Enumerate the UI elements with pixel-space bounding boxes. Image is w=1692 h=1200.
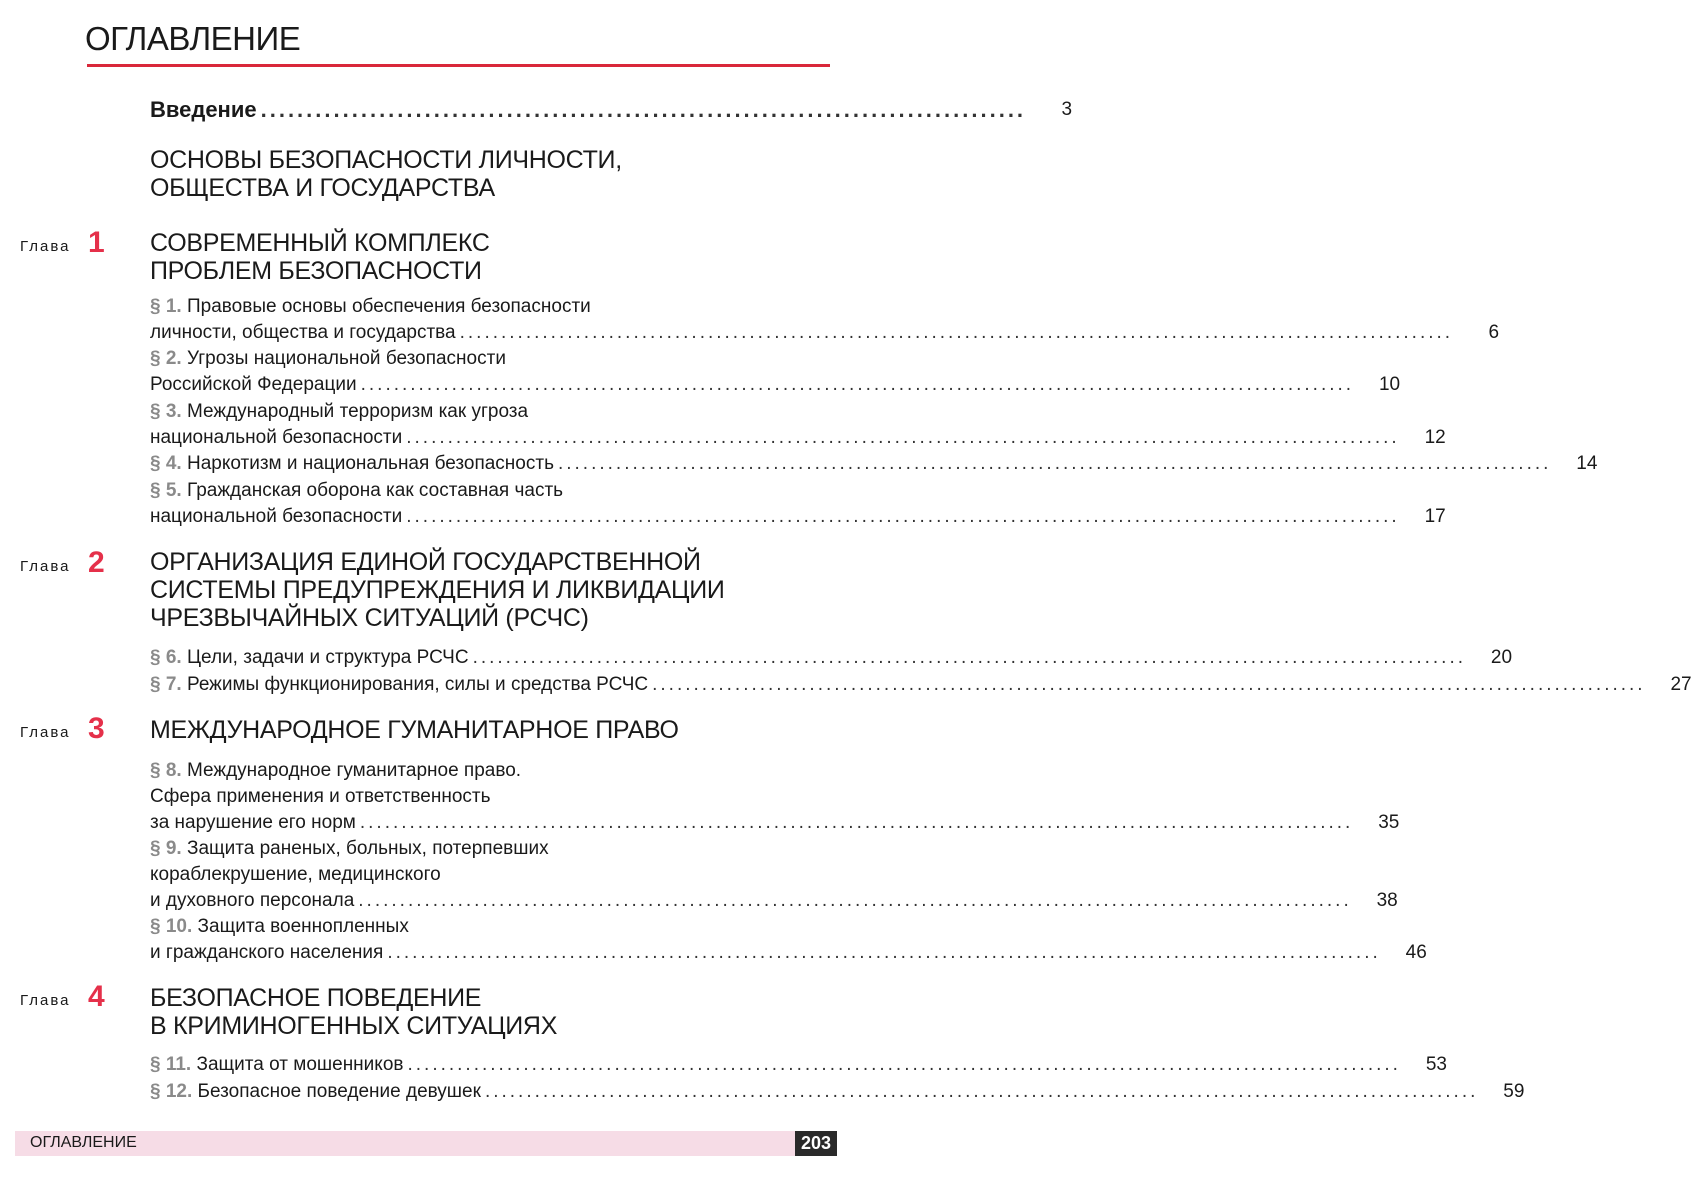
entry-text-line: Защита раненых, больных, потерпевших xyxy=(186,838,549,859)
chapter-label: Глава xyxy=(20,992,71,1009)
entry-line xyxy=(150,346,832,372)
entry-label: Введение xyxy=(150,97,257,122)
entry-text xyxy=(150,348,506,369)
chapter-title-line: В КРИМИНОГЕННЫХ СИТУАЦИЯХ xyxy=(150,1012,558,1040)
chapter-title-line: МЕЖДУНАРОДНОЕ ГУМАНИТАРНОЕ ПРАВО xyxy=(150,716,679,744)
toc-entry-section[interactable] xyxy=(150,451,1598,477)
entry-text-line: Режимы функционирования, силы и средства РСЧС xyxy=(186,674,649,695)
entry-line xyxy=(150,425,1446,451)
page-title: ОГЛАВЛЕНИЕ xyxy=(85,20,301,57)
entry-line xyxy=(150,888,1398,914)
entry-text xyxy=(150,864,441,885)
entry-page: 10 xyxy=(1378,374,1401,395)
entry-text xyxy=(150,425,402,451)
entry-page: 20 xyxy=(1490,647,1513,668)
toc-entry-section[interactable] xyxy=(150,399,1446,451)
toc-entry-section[interactable] xyxy=(150,294,1500,346)
part-title xyxy=(150,146,622,202)
entry-text xyxy=(150,296,591,317)
entry-line xyxy=(150,1079,1525,1105)
dot-leader: ........................................................................................................................ xyxy=(406,506,1400,527)
entry-text-line: Наркотизм и национальная безопасность xyxy=(186,453,554,474)
entry-text xyxy=(150,645,469,671)
page-number: 203 xyxy=(795,1131,837,1156)
entry-page: 6 xyxy=(1488,322,1500,343)
entry-text-line: Защита от мошенников xyxy=(196,1054,404,1075)
dot-leader: ........................................................................................................................ xyxy=(459,322,1454,343)
entry-text xyxy=(150,504,402,530)
chapter-title-line: СИСТЕМЫ ПРЕДУПРЕЖДЕНИЯ И ЛИКВИДАЦИИ xyxy=(150,576,725,604)
footer-bar xyxy=(15,1131,795,1156)
title-divider xyxy=(87,64,830,67)
chapter-title xyxy=(150,984,557,1040)
chapter-number: 1 xyxy=(88,226,105,259)
entry-line xyxy=(150,320,1500,346)
dot-leader: ........................................................................................................................ xyxy=(652,674,1646,695)
toc-entry-introduction[interactable] xyxy=(150,95,1073,125)
entry-line xyxy=(150,758,832,784)
entry-text-line: личности, общества и государства xyxy=(150,322,456,343)
paragraph-mark: § 11. xyxy=(150,1054,192,1075)
paragraph-mark: § 12. xyxy=(150,1081,193,1102)
entry-line xyxy=(150,862,832,888)
entry-line xyxy=(150,478,832,504)
chapter-title-line: СОВРЕМЕННЫЙ КОМПЛЕКС xyxy=(150,229,490,257)
chapter-number: 2 xyxy=(88,546,105,579)
entry-text-line: Цели, задачи и структура РСЧС xyxy=(186,647,469,668)
chapter-label: Глава xyxy=(20,558,71,575)
chapter-number: 4 xyxy=(88,980,105,1013)
paragraph-mark: § 9. xyxy=(150,838,182,859)
entry-text xyxy=(150,372,357,398)
entry-page: 59 xyxy=(1503,1081,1525,1102)
entry-text xyxy=(150,786,491,807)
entry-text-line: Угрозы национальной безопасности xyxy=(186,348,506,369)
dot-leader: ........................................................................................................................ xyxy=(472,647,1467,668)
chapter-title-line: ОРГАНИЗАЦИЯ ЕДИНОЙ ГОСУДАРСТВЕННОЙ xyxy=(150,548,701,576)
part-title-line: ОБЩЕСТВА И ГОСУДАРСТВА xyxy=(150,174,495,202)
paragraph-mark: § 8. xyxy=(150,760,182,781)
chapter-title-line: БЕЗОПАСНОЕ ПОВЕДЕНИЕ xyxy=(150,984,482,1012)
entry-text xyxy=(150,401,528,422)
toc-entry-section[interactable] xyxy=(150,645,1513,671)
toc-entry-section[interactable] xyxy=(150,1052,1447,1078)
paragraph-mark: § 5. xyxy=(150,480,182,501)
toc-entry-section[interactable] xyxy=(150,836,1398,914)
toc-entry-section[interactable] xyxy=(150,914,1427,966)
entry-line xyxy=(150,1052,1447,1078)
paragraph-mark: § 3. xyxy=(150,401,182,422)
entry-text-line: национальной безопасности xyxy=(150,506,403,527)
entry-text xyxy=(150,320,456,346)
entry-page: 14 xyxy=(1576,453,1598,474)
entry-text xyxy=(150,451,554,477)
entry-text xyxy=(150,916,409,937)
entry-text-line: Международное гуманитарное право. xyxy=(186,760,522,781)
entry-text-line: и гражданского населения xyxy=(150,942,384,963)
entry-page: 38 xyxy=(1376,890,1398,911)
entry-line xyxy=(150,914,832,940)
toc-entry-section[interactable] xyxy=(150,672,1692,698)
dot-leader: ........................................................................................................................ xyxy=(557,453,1552,474)
entry-text xyxy=(150,1052,403,1078)
dot-leader: ........................................................................................................................ xyxy=(387,942,1381,963)
entry-text xyxy=(150,810,356,836)
chapter-label: Глава xyxy=(20,724,71,741)
entry-text xyxy=(150,940,383,966)
toc-entry-section[interactable] xyxy=(150,478,1446,530)
entry-text-line: Правовые основы обеспечения безопасности xyxy=(186,296,591,317)
paragraph-mark: § 4. xyxy=(150,453,182,474)
paragraph-mark: § 2. xyxy=(150,348,182,369)
toc-entry-section[interactable] xyxy=(150,346,1401,398)
paragraph-mark: § 10. xyxy=(150,916,193,937)
entry-text-line: национальной безопасности xyxy=(150,427,403,448)
entry-text-line: Защита военнопленных xyxy=(197,916,409,937)
toc-entry-section[interactable] xyxy=(150,1079,1525,1105)
dot-leader: ........................................................................................................................ xyxy=(406,427,1400,448)
entry-text xyxy=(150,838,549,859)
entry-text xyxy=(150,1079,481,1105)
entry-line xyxy=(150,372,1401,398)
dot-leader: ........................................................................................................................ xyxy=(407,1054,1401,1075)
entry-text-line: Гражданская оборона как составная часть xyxy=(186,480,564,501)
entry-line xyxy=(150,810,1400,836)
entry-text-line: Российской Федерации xyxy=(150,374,357,395)
chapter-title xyxy=(150,716,679,744)
dot-leader: .................................................................................... xyxy=(260,97,1027,122)
entry-text xyxy=(150,760,521,781)
entry-line xyxy=(150,399,832,425)
dot-leader: ........................................................................................................................ xyxy=(360,374,1355,395)
entry-line xyxy=(150,645,1513,671)
entry-line xyxy=(150,784,832,810)
entry-text xyxy=(150,888,354,914)
entry-line xyxy=(150,451,1598,477)
entry-page: 3 xyxy=(1061,99,1073,120)
footer-label: ОГЛАВЛЕНИЕ xyxy=(30,1134,137,1151)
entry-text-line: и духовного персонала xyxy=(150,890,355,911)
chapter-number: 3 xyxy=(88,712,105,745)
entry-page: 35 xyxy=(1378,812,1400,833)
entry-text-line: Сфера применения и ответственность xyxy=(150,786,491,807)
paragraph-mark: § 6. xyxy=(150,647,182,668)
entry-line xyxy=(150,294,832,320)
dot-leader: ........................................................................................................................ xyxy=(484,1081,1479,1102)
chapter-title-line: ПРОБЛЕМ БЕЗОПАСНОСТИ xyxy=(150,257,482,285)
part-title-line: ОСНОВЫ БЕЗОПАСНОСТИ ЛИЧНОСТИ, xyxy=(150,146,622,174)
entry-text-line: Безопасное поведение девушек xyxy=(197,1081,481,1102)
paragraph-mark: § 1. xyxy=(150,296,182,317)
toc-entry-section[interactable] xyxy=(150,758,1400,836)
entry-text-line: кораблекрушение, медицинского xyxy=(150,864,441,885)
entry-line xyxy=(150,940,1427,966)
chapter-label: Глава xyxy=(20,238,71,255)
entry-text xyxy=(150,480,563,501)
entry-line xyxy=(150,504,1446,530)
chapter-title xyxy=(150,548,725,632)
entry-page: 46 xyxy=(1405,942,1427,963)
entry-page: 12 xyxy=(1424,427,1446,448)
dot-leader: ........................................................................................................................ xyxy=(358,890,1352,911)
entry-line xyxy=(150,672,1692,698)
chapter-title xyxy=(150,229,490,285)
entry-page: 53 xyxy=(1425,1054,1447,1075)
entry-page: 27 xyxy=(1670,674,1692,695)
entry-text-line: Международный терроризм как угроза xyxy=(186,401,529,422)
entry-line xyxy=(150,836,832,862)
entry-text-line: за нарушение его норм xyxy=(150,812,356,833)
paragraph-mark: § 7. xyxy=(150,674,182,695)
entry-page: 17 xyxy=(1424,506,1446,527)
entry-text xyxy=(150,672,648,698)
chapter-title-line: ЧРЕЗВЫЧАЙНЫХ СИТУАЦИЙ (РСЧС) xyxy=(150,604,589,632)
dot-leader: ........................................................................................................................ xyxy=(359,812,1354,833)
